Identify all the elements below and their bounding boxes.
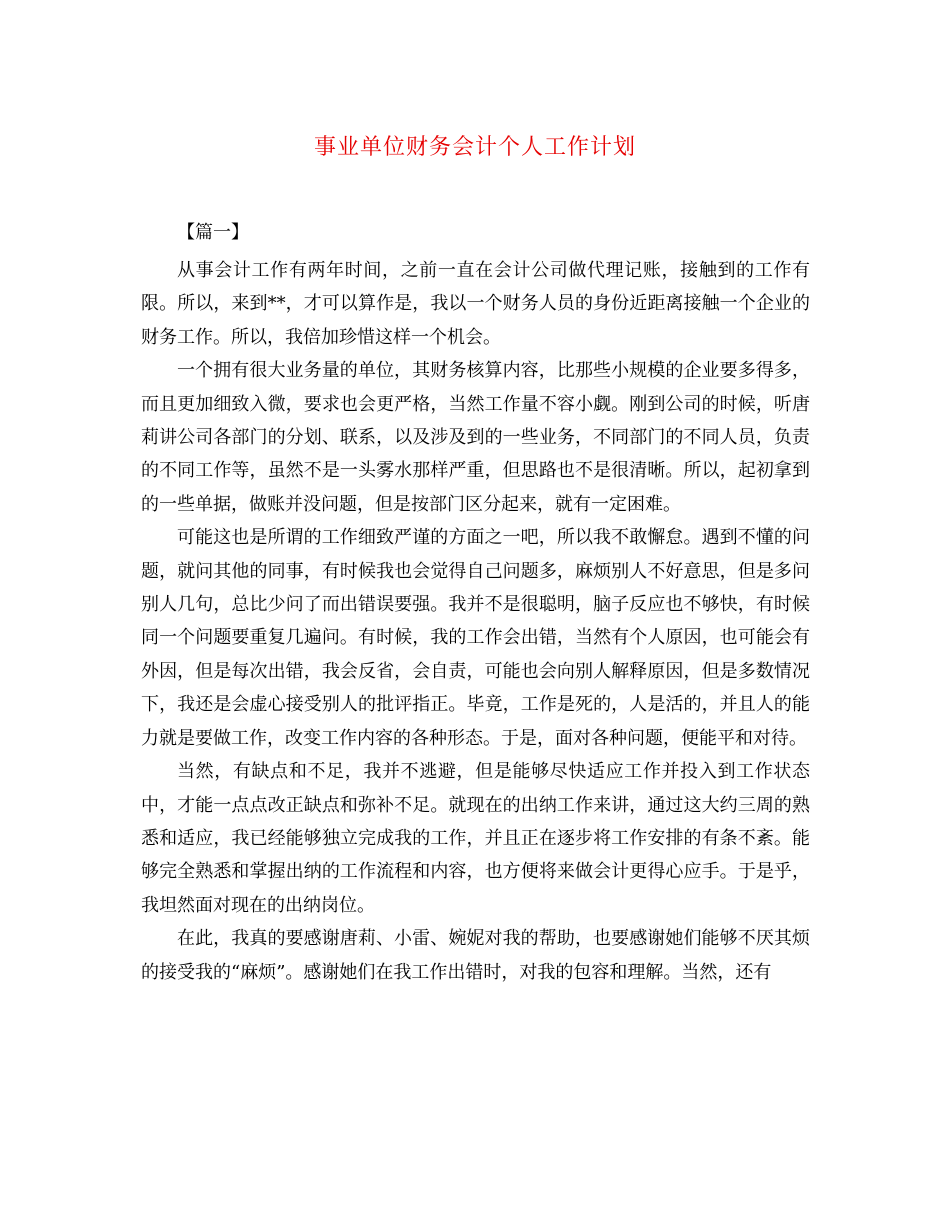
paragraph-2: 一个拥有很大业务量的单位，其财务核算内容，比那些小规模的企业要多得多，而且更加细致入微，要求也会更严格，当然工作量不容小觑。刚到公司的时候，听唐莉讲公司各部门的分划、联系，以及涉及到的一些业务，不同部门的不同人员，负责的不同工作等，虽然不是一头雾水那样严重，但思路也不是很清晰。所以，起初拿到的一些单据，做账并没问题，但是按部门区分起来，就有一定困难。 [141,360,810,515]
paragraph-3: 可能这也是所谓的工作细致严谨的方面之一吧，所以我不敢懈怠。遇到不懂的问题，就问其他的同事，有时候我也会觉得自己问题多，麻烦别人不好意思，但是多问别人几句，总比少问了而出错误要强。我并不是很聪明，脑子反应也不够快，有时候同一个问题要重复几遍问。有时候，我的工作会出错，当然有个人原因，也可能会有外因，但是每次出错，我会反省，会自责，可能也会向别人解释原因，但是多数情况下，我还是会虚心接受别人的批评指正。毕竟，工作是死的，人是活的，并且人的能力就是要做工作，改变工作内容的各种形态。于是，面对各种问题，便能平和对待。 [141,527,810,749]
paragraph-1: 从事会计工作有两年时间，之前一直在会计公司做代理记账，接触到的工作有限。所以，来到**，才可以算作是，我以一个财务人员的身份近距离接触一个企业的财务工作。所以，我倍加珍惜这样一个机会。 [141,260,810,348]
paragraph-5: 在此，我真的要感谢唐莉、小雷、婉妮对我的帮助，也要感谢她们能够不厌其烦的接受我的“麻烦”。感谢她们在我工作出错时，对我的包容和理解。当然，还有 [141,928,810,983]
section-label: 【篇一】 [177,222,249,243]
paragraph-4: 当然，有缺点和不足，我并不逃避，但是能够尽快适应工作并投入到工作状态中，才能一点点改正缺点和弥补不足。就现在的出纳工作来讲，通过这大约三周的熟悉和适应，我已经能够独立完成我的工作，并且正在逐步将工作安排的有条不紊。能够完全熟悉和掌握出纳的工作流程和内容，也方便将来做会计更得心应手。于是乎，我坦然面对现在的出纳岗位。 [141,761,810,916]
document-body [141,218,810,989]
document-title: 事业单位财务会计个人工作计划 [313,135,636,160]
